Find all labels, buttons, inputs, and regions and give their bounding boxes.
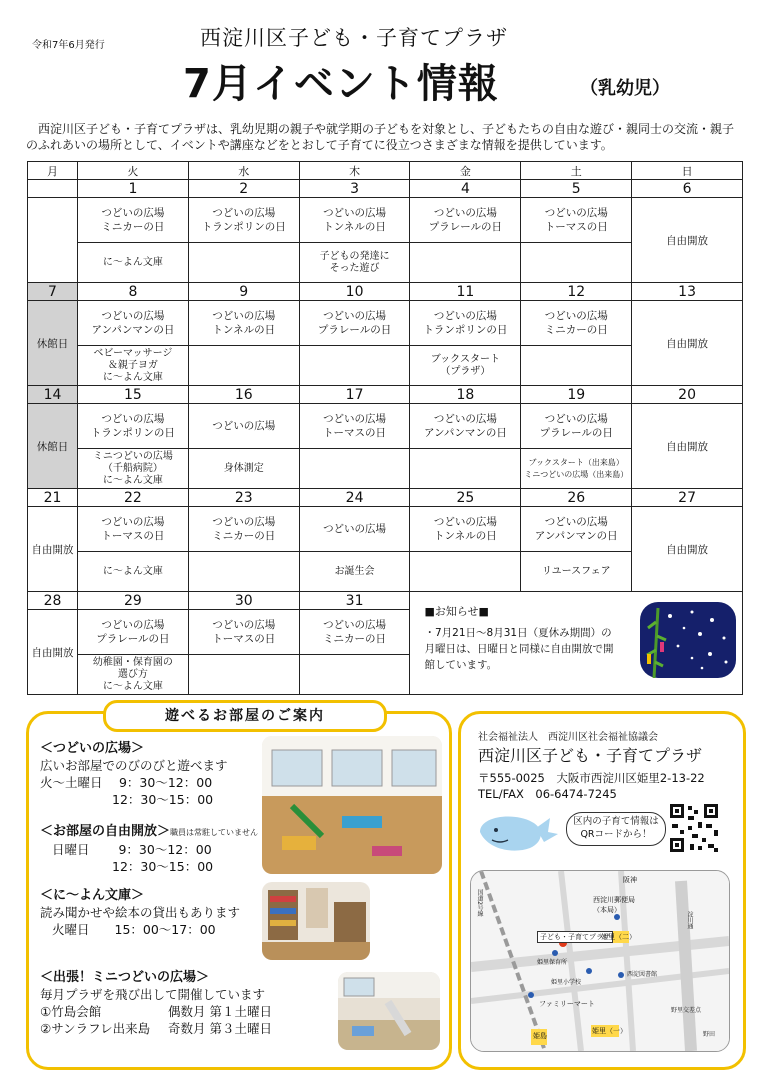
day-label-mon-w1 [28, 198, 78, 283]
day-number-28: 28 [28, 592, 78, 610]
notice-body: ・7月21日～8月31日（夏休み期間）の月曜日は、日曜日と同様に自由開放で開館しています。 [424, 627, 614, 671]
day-number-10: 10 [299, 283, 410, 301]
weekday-tue: 火 [78, 162, 189, 180]
day-number-5: 5 [521, 180, 632, 198]
mini-schedule-1: 偶数月 第１土曜日 [168, 1004, 272, 1019]
day-event-22: つどいの広場 トーマスの日 [78, 507, 189, 552]
day-number-30: 30 [188, 592, 299, 610]
day-number-29: 29 [78, 592, 189, 610]
weekday-header-row [28, 162, 743, 180]
map-road: 淀川通 [686, 911, 693, 929]
day-number-4: 4 [410, 180, 521, 198]
day-extra-16: 身体測定 [188, 449, 299, 489]
calendar-last-week [28, 592, 743, 695]
day-number-17: 17 [299, 386, 410, 404]
day-event-29: つどいの広場 プラレールの日 [78, 610, 189, 655]
org-title: 西淀川区子ども・子育てプラザ [200, 26, 508, 50]
day-extra-1: に～よん文庫 [78, 243, 189, 283]
map-library: 西淀図書館 [627, 971, 658, 978]
calendar-body [28, 180, 743, 592]
day-event-31: つどいの広場 ミニカーの日 [299, 610, 410, 655]
day-event-30: つどいの広場 トーマスの日 [188, 610, 299, 655]
day-number-12: 12 [521, 283, 632, 301]
qr-code-icon[interactable] [668, 802, 720, 854]
day-extra-25 [410, 552, 521, 592]
day-event-9: つどいの広場 トンネルの日 [188, 301, 299, 346]
map-plaza: 子ども・子育てプラザ [537, 931, 613, 943]
day-number-11: 11 [410, 283, 521, 301]
access-map [470, 870, 730, 1052]
map-noda: 野田 [703, 1031, 716, 1038]
day-label-6: 自由開放 [632, 198, 743, 283]
day-number-18: 18 [410, 386, 521, 404]
day-event-25: つどいの広場 トンネルの日 [410, 507, 521, 552]
day-label-mon-w3: 休館日 [28, 404, 78, 489]
issue-date: 令和7年6月発行 [32, 40, 105, 51]
page-subtitle: （乳幼児） [580, 78, 670, 99]
day-number-20: 20 [632, 386, 743, 404]
weekday-thu: 木 [299, 162, 410, 180]
tsudoi-hours-2: 12：30～15：00 [112, 792, 214, 807]
free-note: 職員は常駐していません [170, 828, 259, 837]
tsudoi-section [40, 740, 228, 808]
day-extra-29: 幼稚園・保育園の 選び方 に～よん文庫 [78, 655, 189, 695]
rooms-title: 遊べるお部屋のご案内 [103, 700, 387, 732]
day-number-mon-w4: 21 [28, 489, 78, 507]
day-number-23: 23 [188, 489, 299, 507]
bunko-desc: 読み聞かせや絵本の貸出もあります [40, 905, 241, 920]
day-event-16: つどいの広場 [188, 404, 299, 449]
day-label-mon-w2: 休館日 [28, 301, 78, 386]
day-number-mon-w3: 14 [28, 386, 78, 404]
day-number-24: 24 [299, 489, 410, 507]
day-number-16: 16 [188, 386, 299, 404]
day-event-23: つどいの広場 ミニカーの日 [188, 507, 299, 552]
day-number-8: 8 [78, 283, 189, 301]
free-section [40, 822, 258, 875]
map-post-office: 西淀川郵便局 （本局） [593, 896, 635, 914]
day-number-31: 31 [299, 592, 410, 610]
bunko-section [40, 887, 240, 938]
mini-desc: 毎月プラザを飛び出して開催しています [40, 987, 266, 1002]
org-label: 社会福祉法人 西淀川区社会福祉協議会 [478, 732, 658, 743]
day-event-8: つどいの広場 アンパンマンの日 [78, 301, 189, 346]
day-extra-31 [299, 655, 410, 695]
whale-icon [474, 806, 560, 858]
day-number-9: 9 [188, 283, 299, 301]
day-event-12: つどいの広場 ミニカーの日 [521, 301, 632, 346]
day-extra-5 [521, 243, 632, 283]
day-number-1: 1 [78, 180, 189, 198]
playroom-photo [262, 736, 442, 874]
bunko-heading: ＜に～よん文庫＞ [40, 888, 145, 903]
day-extra-30 [188, 655, 299, 695]
day-number-13: 13 [632, 283, 743, 301]
day-number-mon-w2: 7 [28, 283, 78, 301]
map-park-2: 姫里（二） [601, 933, 636, 941]
qr-note: 区内の子育て情報は QRコードから！ [566, 812, 666, 846]
tsudoi-hours-1: 火～土曜日 9：30～12：00 [40, 775, 213, 790]
day-event-24: つどいの広場 [299, 507, 410, 552]
day-event-26: つどいの広場 アンパンマンの日 [521, 507, 632, 552]
mini-section [40, 969, 272, 1037]
mini-schedule-2: 奇数月 第３土曜日 [168, 1021, 272, 1036]
bunko-hours: 火曜日 15：00～17：00 [52, 922, 216, 937]
day-extra-23 [188, 552, 299, 592]
day-extra-2 [188, 243, 299, 283]
day-extra-8: ベビーマッサージ ＆親子ヨガ に～よん文庫 [78, 346, 189, 386]
day-number-26: 26 [521, 489, 632, 507]
day-number-mon-w1 [28, 180, 78, 198]
day-extra-22: に～よん文庫 [78, 552, 189, 592]
tanabata-night-sky-icon [640, 602, 736, 678]
free-hours-1: 日曜日 9：30～12：00 [52, 842, 212, 857]
day-extra-24: お誕生会 [299, 552, 410, 592]
day-label-mon-w4: 自由開放 [28, 507, 78, 592]
tel-text: TEL/FAX 06-6474-7245 [478, 787, 617, 801]
free-hours-2: 12：30～15：00 [112, 859, 214, 874]
page-title: 7月イベント情報 [183, 61, 499, 107]
map-school: 姫里小学校 [551, 979, 582, 986]
free-heading: ＜お部屋の自由開放＞ [40, 824, 171, 839]
map-kokudo: 国道2号線 [476, 889, 483, 917]
mini-venue-1: ①竹島会館 [40, 1004, 102, 1019]
day-event-3: つどいの広場 トンネルの日 [299, 198, 410, 243]
day-event-10: つどいの広場 プラレールの日 [299, 301, 410, 346]
day-event-1: つどいの広場 ミニカーの日 [78, 198, 189, 243]
weekday-sun: 日 [632, 162, 743, 180]
day-extra-10 [299, 346, 410, 386]
day-number-2: 2 [188, 180, 299, 198]
day-label-20: 自由開放 [632, 404, 743, 489]
notice-box [410, 592, 743, 695]
map-station-bottom: 姫島 [533, 1032, 547, 1040]
mini-heading: ＜出張！ミニつどいの広場＞ [40, 970, 210, 985]
tsudoi-heading: ＜つどいの広場＞ [40, 741, 145, 756]
tsudoi-desc: 広いお部屋でのびのびと遊べます [40, 758, 228, 773]
weekday-wed: 水 [188, 162, 299, 180]
notice-title: ■お知らせ■ [424, 605, 489, 618]
map-nodacho: 野里交差点 [671, 1007, 702, 1014]
day-extra-18 [410, 449, 521, 489]
day-number-15: 15 [78, 386, 189, 404]
day-extra-9 [188, 346, 299, 386]
day-extra-15: ミニつどいの広場 （千船病院） に～よん文庫 [78, 449, 189, 489]
day-event-17: つどいの広場 トーマスの日 [299, 404, 410, 449]
intro-text: 西淀川区子ども・子育てプラザは、乳幼児期の親子や就学期の子どもを対象とし、子どもたちの自由な遊び・親同士の交流・親子のふれあいの場所として、イベントや講座などをとおして子育てに役立つさまざまな情報を提供しています。 [26, 122, 735, 152]
map-station-top: 阪神 [623, 876, 637, 884]
day-extra-4 [410, 243, 521, 283]
day-label-13: 自由開放 [632, 301, 743, 386]
day-extra-3: 子どもの発達に そった遊び [299, 243, 410, 283]
plaza-name: 西淀川区子ども・子育てプラザ [478, 746, 703, 765]
day-number-19: 19 [521, 386, 632, 404]
day-event-5: つどいの広場 トーマスの日 [521, 198, 632, 243]
day-label-27: 自由開放 [632, 507, 743, 592]
day-number-22: 22 [78, 489, 189, 507]
mini-venue-2: ②サンラフレ出来島 [40, 1021, 151, 1036]
day-event-15: つどいの広場 トランポリンの日 [78, 404, 189, 449]
weekday-sat: 土 [521, 162, 632, 180]
day-event-2: つどいの広場 トランポリンの日 [188, 198, 299, 243]
map-nursery: 姫里保育所 [537, 959, 568, 966]
day-event-18: つどいの広場 アンパンマンの日 [410, 404, 521, 449]
day-extra-19: ブックスタート（出来島） ミニつどいの広場（出来島） [521, 449, 632, 489]
day-number-6: 6 [632, 180, 743, 198]
day-event-11: つどいの広場 トランポリンの日 [410, 301, 521, 346]
day-event-19: つどいの広場 プラレールの日 [521, 404, 632, 449]
day-event-4: つどいの広場 プラレールの日 [410, 198, 521, 243]
day-extra-17 [299, 449, 410, 489]
day-number-27: 27 [632, 489, 743, 507]
weekday-fri: 金 [410, 162, 521, 180]
day-extra-26: リユースフェア [521, 552, 632, 592]
library-room-photo [262, 882, 370, 960]
day-extra-12 [521, 346, 632, 386]
day-number-25: 25 [410, 489, 521, 507]
mini-plaza-photo [338, 972, 440, 1050]
day-number-3: 3 [299, 180, 410, 198]
address-text: 〒555-0025 大阪市西淀川区姫里2-13-22 [478, 771, 705, 785]
weekday-mon: 月 [28, 162, 78, 180]
map-mart: ファミリーマート [539, 1000, 595, 1008]
map-park-1: 姫里（一） [592, 1027, 627, 1035]
day-label-28: 自由開放 [28, 610, 78, 695]
day-extra-11: ブックスタート （プラザ） [410, 346, 521, 386]
event-calendar [27, 161, 743, 695]
